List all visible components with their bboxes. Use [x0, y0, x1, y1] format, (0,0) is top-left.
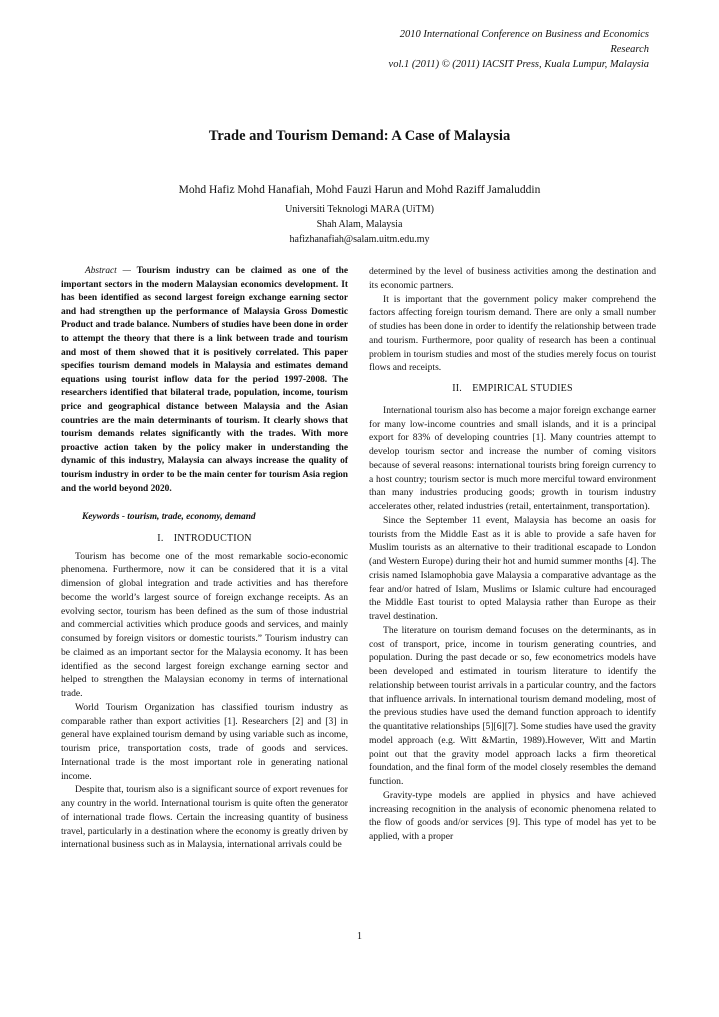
abstract [61, 265, 348, 496]
paragraph: Despite that, tourism also is a significant source of export revenues for any country in the world. International tourism is quite often the generator of international trade flows. Certain the increasing quantity of business travel, particularly in a destination where the economy is greatly driven by international business such as in Malaysia, international arrivals could be [61, 784, 348, 851]
header-line-1: 2010 International Conference on Business and Economics [399, 29, 649, 40]
paragraph: International tourism also has become a major foreign exchange earner for many low-income countries and small islands, and it is a principal export for 83% of developing countries [1]. Many countries attempt to develop tourism sector and increase the number of coming visitors because of several reasons: international tourists bring foreign currency to a host country; tourism sector is much more merciful toward environment than many industries producing goods; growth in tourism industry accelerates other, related industries (retail, entertainment, transportation). [369, 404, 656, 512]
paragraph: determined by the level of business activities among the destination and its economic partners. [369, 266, 656, 291]
section-heading-introduction: I. INTRODUCTION [157, 532, 252, 544]
keywords: Keywords - tourism, trade, economy, demand [82, 512, 256, 523]
author-affiliation-block [0, 202, 719, 247]
paragraph: World Tourism Organization has classified tourism industry as comparable rather than export activities [1]. Researchers [2] and [3] in general have explained tourism demand by using variable such as income, tourism price, transportation costs, trade of goods and services. International trade is the most important role in generating national income. [61, 701, 348, 782]
affiliation: Universiti Teknologi MARA (UiTM) [285, 204, 434, 215]
header-line-3: vol.1 (2011) © (2011) IACSIT Press, Kuala Lumpur, Malaysia [388, 59, 649, 70]
abstract-label: Abstract — [85, 266, 131, 276]
paragraph: The literature on tourism demand focuses on the determinants, as in cost of transport, price, income in tourism generating countries, and population. During the past decade or so, few econometrics models have been developed and estimated in tourism literature to identify the relationship between tourist arrivals in a particular country, and the factors that influence arrivals. In international tourism demand modeling, most of the previous studies have used the demand function approach to identify the quantitative relationships [5][6][7]. Some studies have used the gravity model approach (e.g. Witt &Martin, 1989).However, Witt and Martin point out that the gravity model approach lacks a firm theoretical foundation, and the final form of the model closely resembles the demand function. [369, 624, 656, 787]
paragraph: Tourism has become one of the most remarkable socio-economic phenomena. Furthermore, now it can be considered that it is a vital dimension of global integration and trade activities and has therefore become the world’s largest source of foreign exchange receipts. As an evolving sector, tourism has been defined as the sum of those industrial and commercial activities which produce goods and services, and mainly consumed by foreign visitors or domestic tourists.” Tourism industry can be claimed as an important sector for the Malaysia economy. It has been identified as the second largest foreign exchange earning sector and helped to strengthen the Malaysian economy in terms of international trade. [61, 550, 348, 700]
right-column [369, 265, 656, 844]
page-number: 1 [357, 931, 362, 942]
conference-header [309, 27, 649, 72]
abstract-text: Tourism industry can be claimed as one of the important sectors in the modern Malaysian economics development. It has been identified as second largest foreign exchange earning sector and had strengthen up the performance of Malaysia Gross Domestic Product and trade balance. Numbers of studies have been done in order to attempt the theory that there is a link between trade and tourism and most of them showed that it is positively correlated. This paper specifies tourism demand models in Malaysia and estimates demand equations using tourist inflow data for the period 1997-2008. The researchers identified that bilateral trade, population, income, tourism price and geographical distance between Malaysia and the Asian countries are the main determinants of tourism. It clearly shows that tourism demands relates significantly with the trades. With more proactive action taken by the policy maker in understanding the dynamic of this industry, Malaysia can always increase the quality of tourism industry in order to be the main center for tourism Asia region and the world beyond 2020. [61, 266, 348, 494]
paragraph: Since the September 11 event, Malaysia has become an oasis for tourists from the Middle East as it is able to provide a safe haven for Muslim tourists as an alternative to their traditional escapade to London (and Western Europe) during their hot and humid summer months [4]. The crisis named Islamophobia gave Malaysia a comparative advantage as the fear and/or hatred of Islam, Muslims or Islamic culture had encouraged the Middle East tourist to opted Malaysia rather than Europe as their travel destination. [369, 514, 656, 622]
header-line-2: Research [610, 44, 649, 55]
paragraph: It is important that the government policy maker comprehend the factors affecting foreign tourism demand. There are only a small number of studies has been done in order to identify the relationship between trade and tourism. Furthermore, poor quality of research has been a continual problem in tourism studies and most of the studies merely focus on tourist flows and receipts. [369, 293, 656, 374]
author-email: hafizhanafiah@salam.uitm.edu.my [289, 234, 430, 245]
paper-title: Trade and Tourism Demand: A Case of Malaysia [208, 128, 511, 144]
paper-authors: Mohd Hafiz Mohd Hanafiah, Mohd Fauzi Harun and Mohd Raziff Jamaluddin [178, 184, 541, 196]
paragraph: Gravity-type models are applied in physics and have achieved increasing recognition in the analysis of economic phenomena related to the flow of goods and/or services [9]. This type of model has yet to be applied, with a proper [369, 789, 656, 842]
affiliation-location: Shah Alam, Malaysia [316, 219, 403, 230]
section-heading-empirical-studies: II. EMPIRICAL STUDIES [452, 383, 573, 394]
left-column [61, 265, 348, 852]
